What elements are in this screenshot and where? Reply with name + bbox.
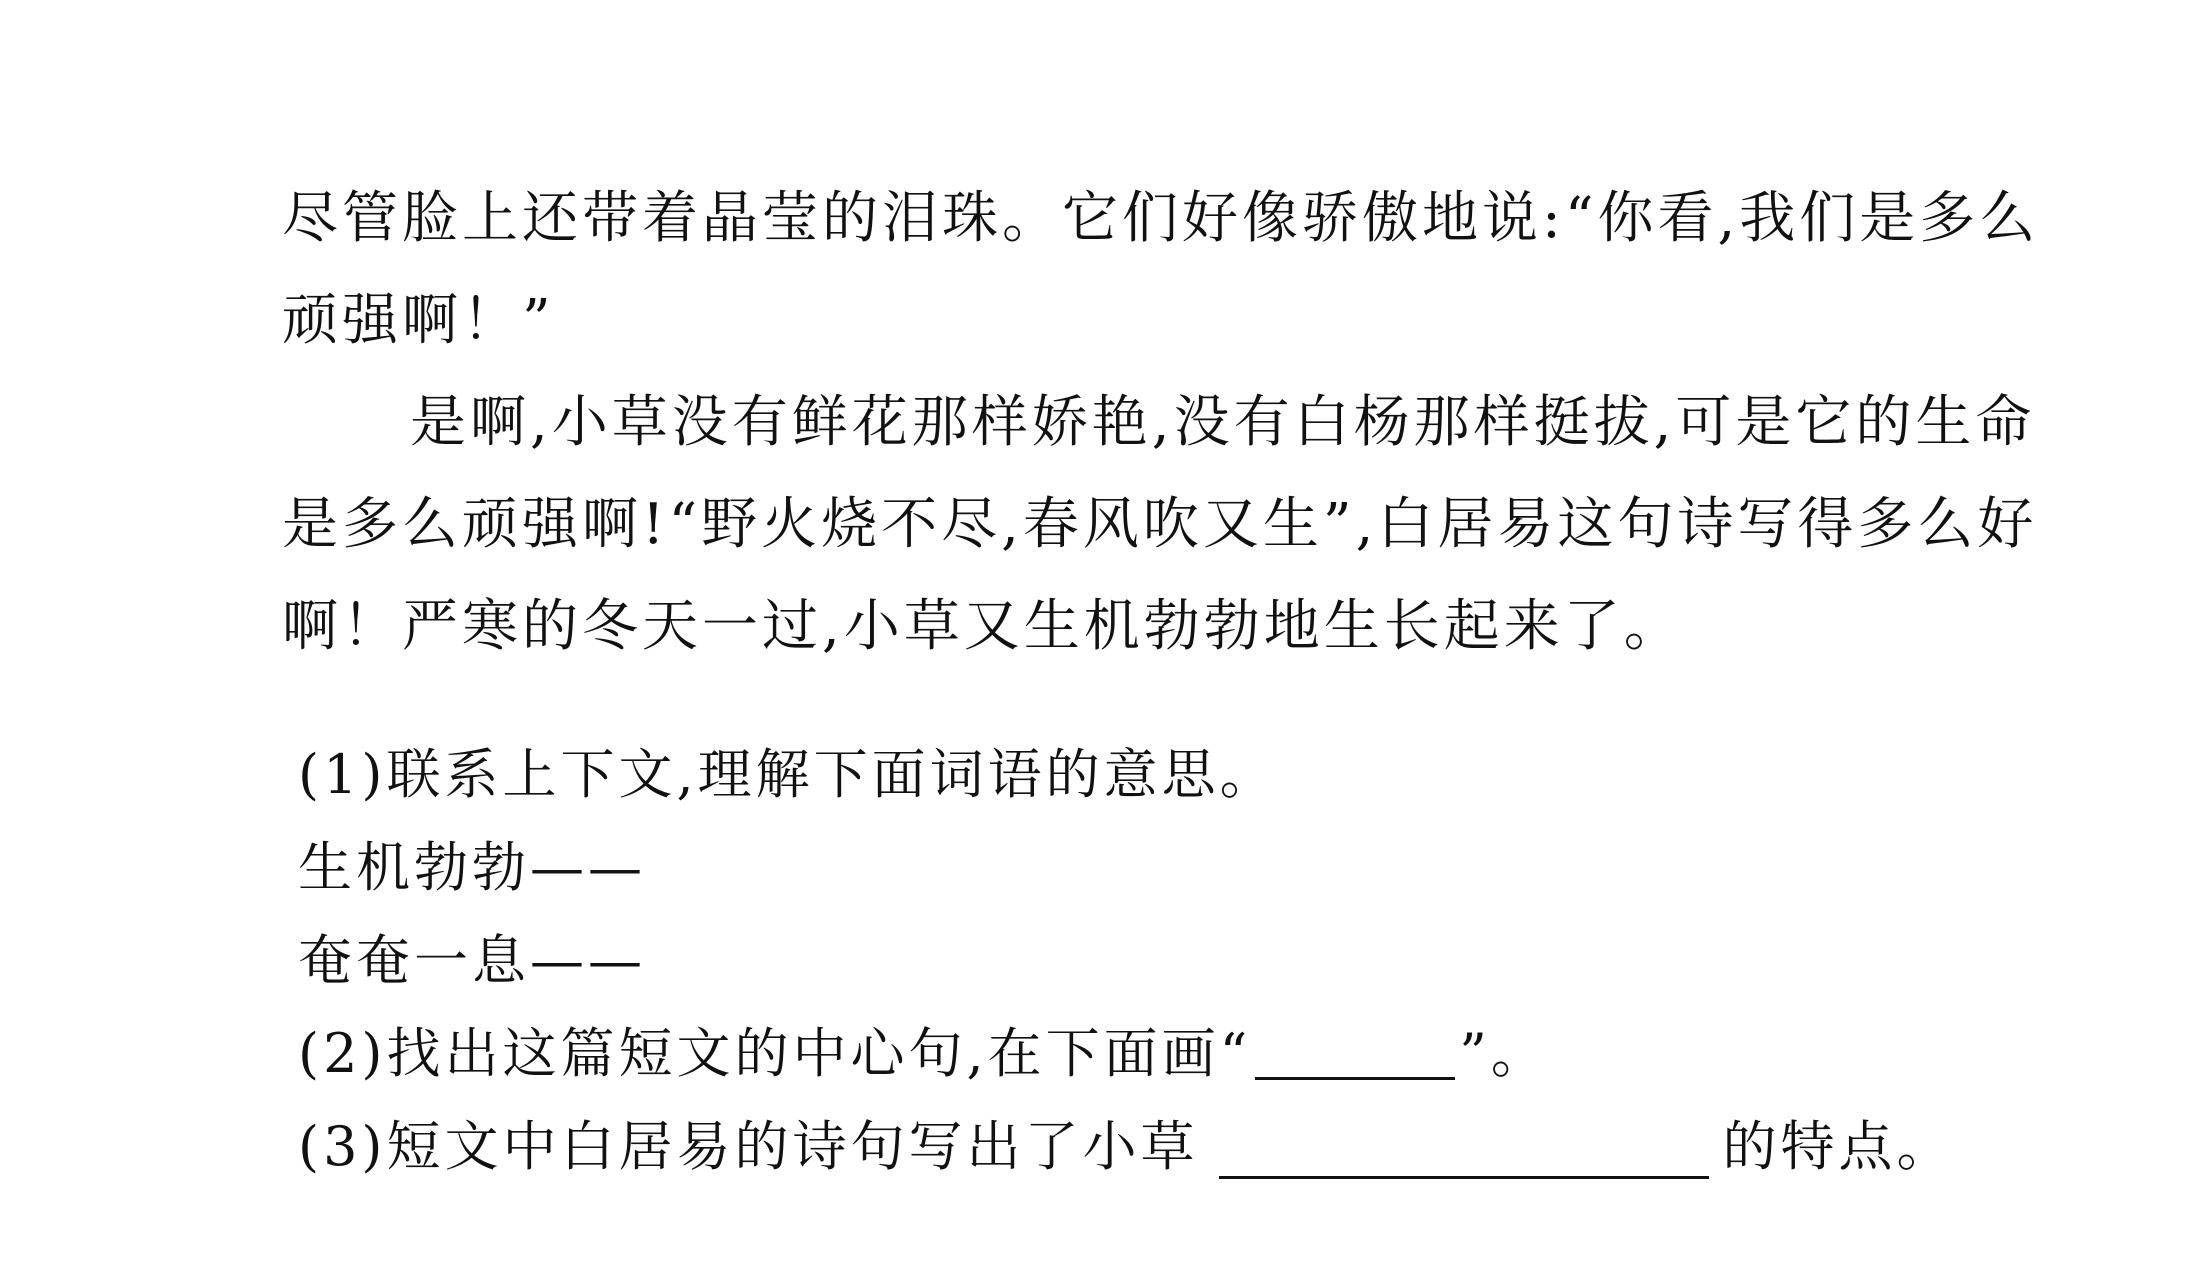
passage-line-2: 顽强啊！” bbox=[282, 288, 555, 353]
question-3-text-end: 的特点。 bbox=[1722, 1115, 1955, 1178]
passage-line-4: 是多么顽强啊!“野火烧不尽,春风吹又生”,白居易这句诗写得多么好 bbox=[282, 492, 2038, 557]
passage-line-1: 尽管脸上还带着晶莹的泪珠。它们好像骄傲地说:“你看,我们是多么 bbox=[282, 186, 2040, 251]
question-1-word-1: 生机勃勃—— bbox=[298, 836, 646, 899]
passage-line-3: 是啊,小草没有鲜花那样娇艳,没有白杨那样挺拔,可是它的生命 bbox=[410, 390, 2036, 455]
question-2 bbox=[298, 1007, 2048, 1100]
question-3-text: (3)短文中白居易的诗句写出了小草 bbox=[298, 1115, 1199, 1178]
question-2-underline-sample bbox=[1255, 1037, 1455, 1080]
passage-line-5: 啊！严寒的冬天一过,小草又生机勃勃地生长起来了。 bbox=[282, 594, 1684, 659]
question-3-answer-blank[interactable] bbox=[1219, 1124, 1709, 1179]
question-2-text-end: ”。 bbox=[1459, 1022, 1549, 1085]
question-1-word-2: 奄奄一息—— bbox=[298, 929, 646, 992]
question-1: (1)联系上下文,理解下面词语的意思。 bbox=[298, 743, 1278, 806]
questions bbox=[298, 728, 2048, 1193]
question-3 bbox=[298, 1100, 2048, 1193]
question-2-text: (2)找出这篇短文的中心句,在下面画“ bbox=[298, 1022, 1252, 1085]
passage bbox=[282, 168, 2040, 678]
